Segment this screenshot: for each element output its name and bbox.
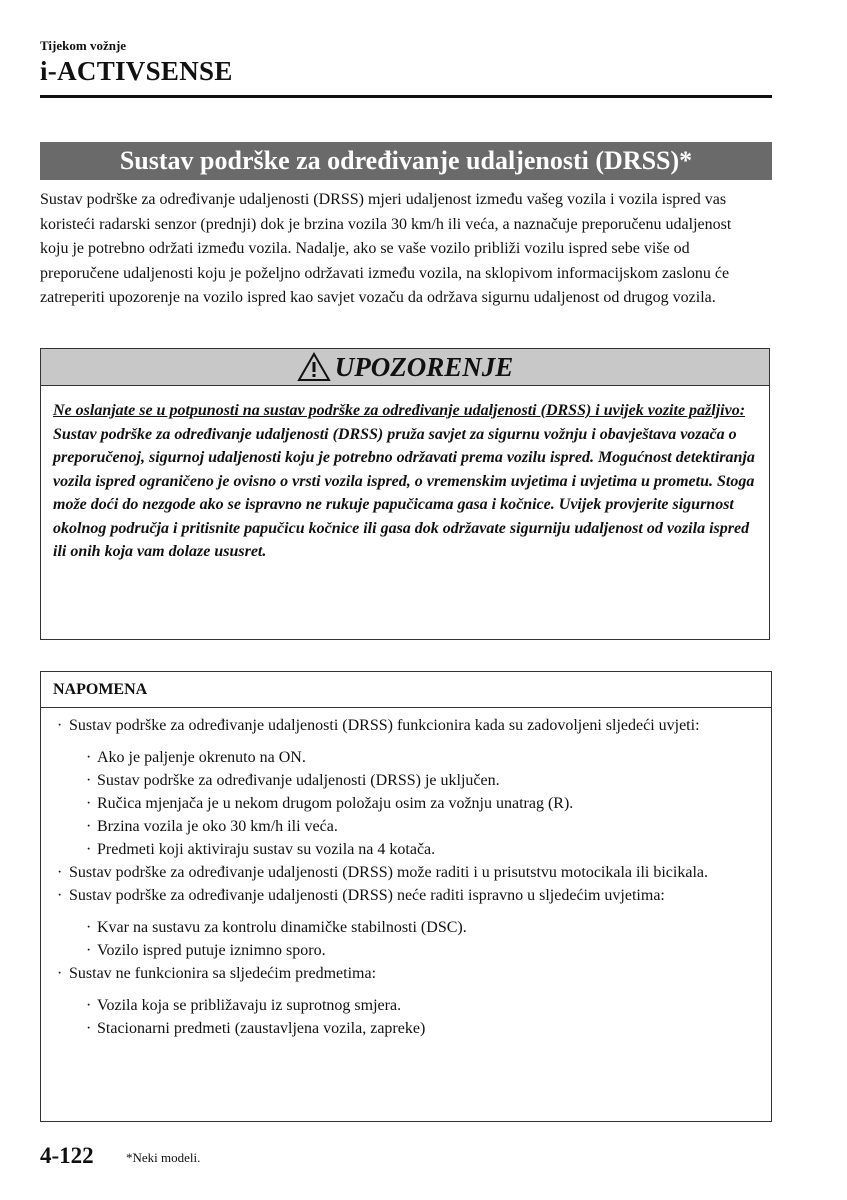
note-subitem: · Ako je paljenje okrenuto na ON. [85,746,761,769]
note-item-text: Sustav podrške za određivanje udaljenosti (DRSS) funkcionira kada su zadovoljeni sljedeći uvjeti: [69,717,700,734]
warning-heading: UPOZORENJE [334,351,514,382]
note-body [41,708,771,1040]
note-box [40,671,772,1122]
footnote: *Neki modeli. [126,1150,201,1165]
page-title: i-ACTIVSENSE [40,56,233,86]
note-subitem: · Ručica mjenjača je u nekom drugom položaju osim za vožnju unatrag (R). [85,792,761,815]
chapter-label: Tijekom vožnje [40,38,127,53]
warning-box [40,348,770,640]
note-item-text: Sustav ne funkcionira sa sljedećim predmetima: [69,965,377,982]
warning-lead: Ne oslanjate se u potpunosti na sustav podrške za određivanje udaljenosti (DRSS) i uvijek vozite pažljivo: [53,402,746,419]
note-subitem: · Stacionarni predmeti (zaustavljena vozila, zapreke) [85,1017,761,1040]
note-item-text: Sustav podrške za određivanje udaljenosti (DRSS) može raditi i u prisutstvu motocikala ili bicikala. [69,864,708,881]
note-sublist [85,994,761,1040]
warning-text: Sustav podrške za određivanje udaljenosti (DRSS) pruža savjet za sigurnu vožnju i obavještava vozača o preporučenoj, sigurnoj udaljenosti koju je potrebno održavati prema vozilu ispred. Mogućnost detektiranja vozila ispred ograničeno je ovisno o vrsti vozila ispred, o vremenskim uvjetima i uvjetima u prometu. Stoga može doći do nezgode ako se ispravno ne rukuje papučicama gasa i kočnice. Uvijek provjerite sigurnost okolnog područja i pritisnite papučicu kočnice ili gasa dok održavate sigurniju udaljenost od vozila ispred ili onih koja vam dolaze ususret. [53,425,755,560]
warning-header [41,349,769,386]
note-subitem: · Kvar na sustavu za kontrolu dinamičke stabilnosti (DSC). [85,916,761,939]
note-heading: NAPOMENA [41,672,771,708]
page-number: 4-122 [40,1143,94,1168]
intro-paragraph: Sustav podrške za određivanje udaljenosti (DRSS) mjeri udaljenost između vašeg vozila i vozila ispred vas koristeći radarski senzor (prednji) dok je brzina vozila 30 km/h ili veća, a naznačuje preporučenu udaljenost koju je potrebno održati između vozila. Nadalje, ako se vaše vozilo približi vozilu ispred sebe više od preporučene udaljenosti koju je poželjno održavati između vozila, na sklopivom informacijskom zaslonu će zatreperiti upozorenje na vozilo ispred kao savjet vozaču da održava sigurnu udaljenost od drugog vozila. [40,191,732,306]
section-title: Sustav podrške za određivanje udaljenosti (DRSS)* [40,142,772,180]
note-subitem: · Vozila koja se približavaju iz suprotnog smjera. [85,994,761,1017]
note-item [55,861,761,884]
note-subitem: · Predmeti koji aktiviraju sustav su vozila na 4 kotača. [85,838,761,861]
note-item-text: Sustav podrške za određivanje udaljenosti (DRSS) neće raditi ispravno u sljedećim uvjetima: [69,887,665,904]
note-subitem: · Sustav podrške za određivanje udaljenosti (DRSS) je uključen. [85,769,761,792]
note-subitem: · Brzina vozila je oko 30 km/h ili veća. [85,815,761,838]
note-item [55,962,761,1040]
warning-body [41,386,769,564]
note-item [55,714,761,861]
note-sublist [85,746,761,861]
note-item [55,884,761,962]
note-subitem: · Vozilo ispred putuje iznimno sporo. [85,939,761,962]
note-sublist [85,916,761,962]
warning-triangle-icon [297,352,331,382]
title-rule [40,95,772,98]
